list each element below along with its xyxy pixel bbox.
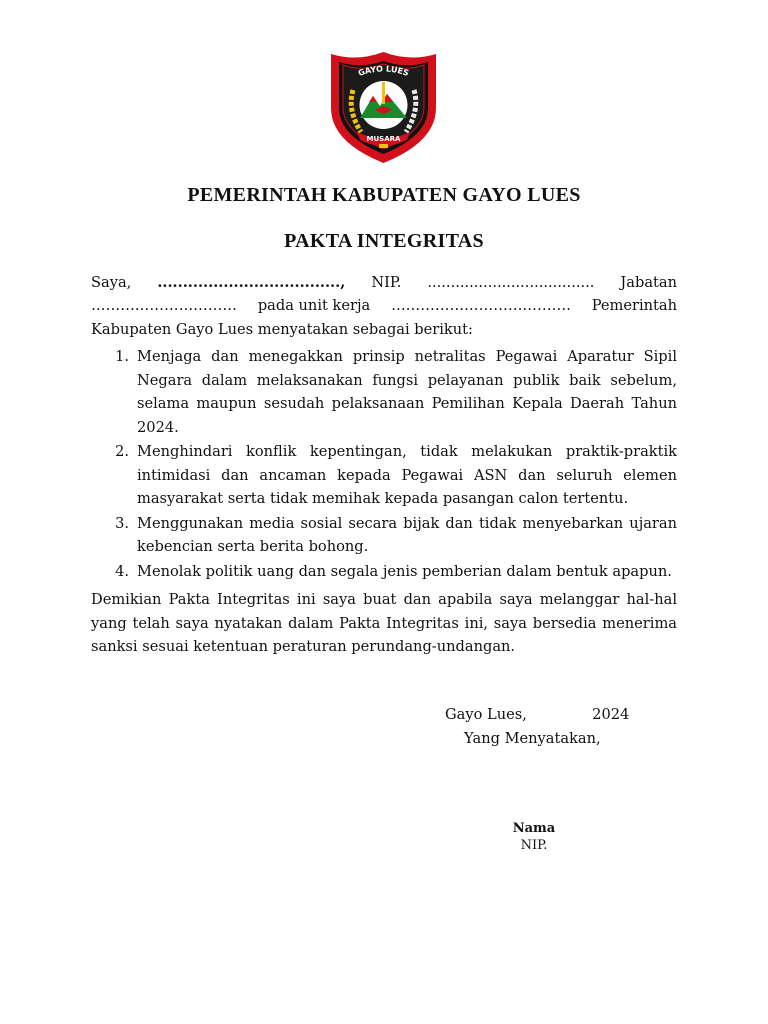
list-item-number: 2.	[115, 443, 129, 460]
jabatan-label: Jabatan	[620, 274, 677, 291]
signature-place: Gayo Lues,	[445, 706, 527, 723]
intro-line-2	[91, 294, 677, 318]
closing-paragraph: Demikian Pakta Integritas ini saya buat dan apabila saya melanggar hal-hal yang telah saya nyatakan dalam Pakta Integritas ini, saya bersedia menerima sanksi sesuai ketentuan peraturan perundang-undangan.	[91, 591, 677, 655]
list-item-text: Menolak politik uang dan segala jenis pemberian dalam bentuk apapun.	[137, 562, 672, 580]
nip-field: ....................................	[427, 274, 595, 291]
signature-name: Nama	[512, 821, 556, 836]
gayo-lues-emblem	[327, 50, 440, 165]
pemerintah-label: Pemerintah	[591, 297, 677, 314]
list-item	[91, 560, 677, 584]
svg-text:MUSARA: MUSARA	[366, 135, 401, 143]
unit-label: pada unit kerja	[257, 297, 371, 314]
list-item	[91, 345, 677, 439]
document-title: PAKTA INTEGRITAS	[284, 230, 484, 252]
list-item-text: Menjaga dan menegakkan prinsip netralitas Pegawai Aparatur Sipil Negara dalam melaksanakan fungsi pelayanan publik baik sebelum, selama maupun sesudah pelaksanaan Pemilihan Kepala Daerah Tahun 2024.	[137, 348, 677, 436]
list-item	[91, 440, 677, 511]
unit-field: ……………………………….	[391, 297, 571, 314]
signature-stated-by: Yang Menyatakan,	[464, 730, 601, 747]
list-item-text: Menghindari konflik kepentingan, tidak melakukan praktik-praktik intimidasi dan ancaman kepada Pegawai ASN dan seluruh elemen masyarakat serta tidak memihak kepada pasangan calon tertentu.	[137, 443, 677, 507]
jabatan-field: …………………………	[91, 297, 237, 314]
commitment-list	[91, 345, 677, 583]
list-item-number: 4.	[115, 562, 129, 580]
intro-line-1	[91, 271, 677, 295]
signature-year: 2024	[592, 706, 630, 723]
list-item-text: Menggunakan media sosial secara bijak dan tidak menyebarkan ujaran kebencian serta berita bohong.	[137, 514, 677, 555]
list-item-number: 3.	[115, 514, 129, 532]
signature-nip: NIP.	[520, 838, 548, 853]
agency-title: PEMERINTAH KABUPATEN GAYO LUES	[187, 184, 581, 206]
list-item	[91, 512, 677, 559]
signature-place-date	[445, 703, 629, 727]
intro-line-3: Kabupaten Gayo Lues menyatakan sebagai berikut:	[91, 321, 473, 338]
name-field: ....................................,	[157, 274, 346, 291]
svg-text:GAYO LUES: GAYO LUES	[357, 64, 410, 78]
nip-label: NIP.	[371, 274, 402, 291]
list-item-number: 1.	[115, 348, 129, 365]
saya-label: Saya,	[91, 274, 132, 291]
